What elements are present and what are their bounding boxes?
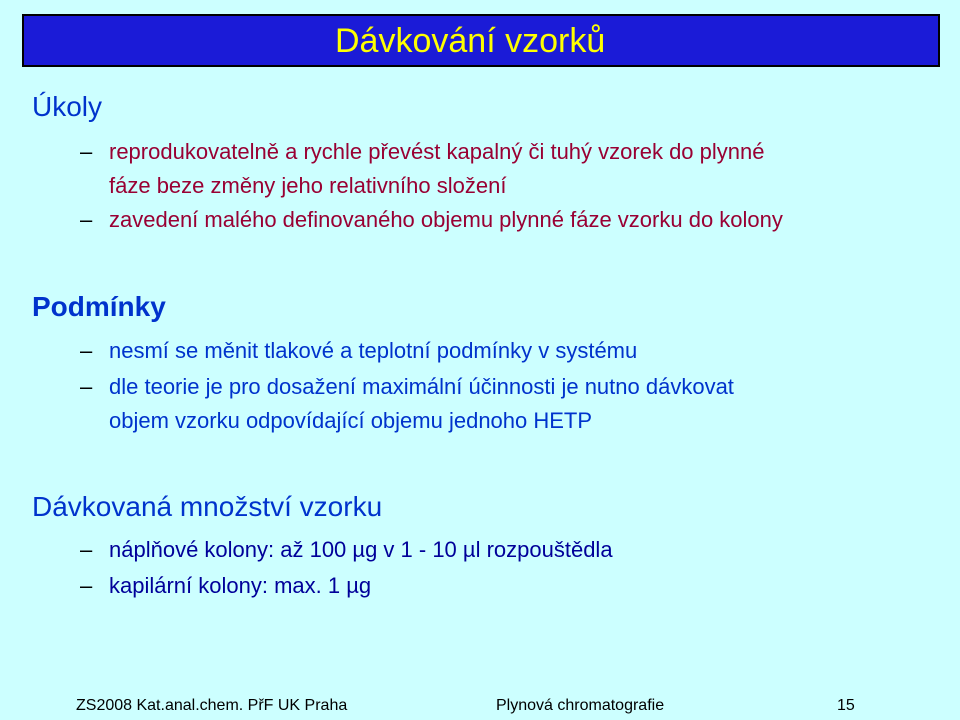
list-item-line: dle teorie je pro dosažení maximální účinnosti je nutno dávkovat xyxy=(109,374,734,399)
page-number: 15 xyxy=(837,697,855,714)
list-item-text xyxy=(109,370,734,438)
list-item-text xyxy=(109,533,613,567)
footer-course: ZS2008 Kat.anal.chem. PřF UK Praha xyxy=(76,697,348,714)
list-item xyxy=(80,370,910,438)
list-item xyxy=(80,334,910,368)
list-item-line: objem vzorku odpovídající objemu jednoho HETP xyxy=(109,408,593,433)
footer-topic: Plynová chromatografie xyxy=(496,697,665,714)
bullet-dash: – xyxy=(80,573,93,598)
list-item-text xyxy=(109,203,783,237)
list-item-line: nesmí se měnit tlakové a teplotní podmínky v systému xyxy=(109,338,638,363)
bullet-dash: – xyxy=(80,207,93,232)
bullet-dash: – xyxy=(80,338,93,363)
bullet-dash: – xyxy=(80,537,93,562)
list-item-line: náplňové kolony: až 100 µg v 1 - 10 µl rozpouštědla xyxy=(109,537,613,562)
list-item xyxy=(80,533,910,567)
list-item-line: reprodukovatelně a rychle převést kapalný či tuhý vzorek do plynné xyxy=(109,139,765,164)
bullet-dash: – xyxy=(80,139,93,164)
list-item xyxy=(80,135,910,203)
slide-title: Dávkování vzorků xyxy=(335,22,606,60)
list-item-line: fáze beze změny jeho relativního složení xyxy=(109,173,507,198)
section-heading-ukoly: Úkoly xyxy=(32,91,103,122)
list-item xyxy=(80,569,910,603)
list-item-text xyxy=(109,569,371,603)
list-item xyxy=(80,203,910,237)
list-item-text xyxy=(109,334,637,368)
section-heading-davkovana-mnozstvi: Dávkovaná množství vzorku xyxy=(32,491,383,522)
list-item-text xyxy=(109,135,764,203)
bullet-dash: – xyxy=(80,374,93,399)
section-heading-podminky: Podmínky xyxy=(32,291,166,322)
list-item-line: zavedení malého definovaného objemu plynné fáze vzorku do kolony xyxy=(109,207,783,232)
list-item-line: kapilární kolony: max. 1 µg xyxy=(109,573,372,598)
